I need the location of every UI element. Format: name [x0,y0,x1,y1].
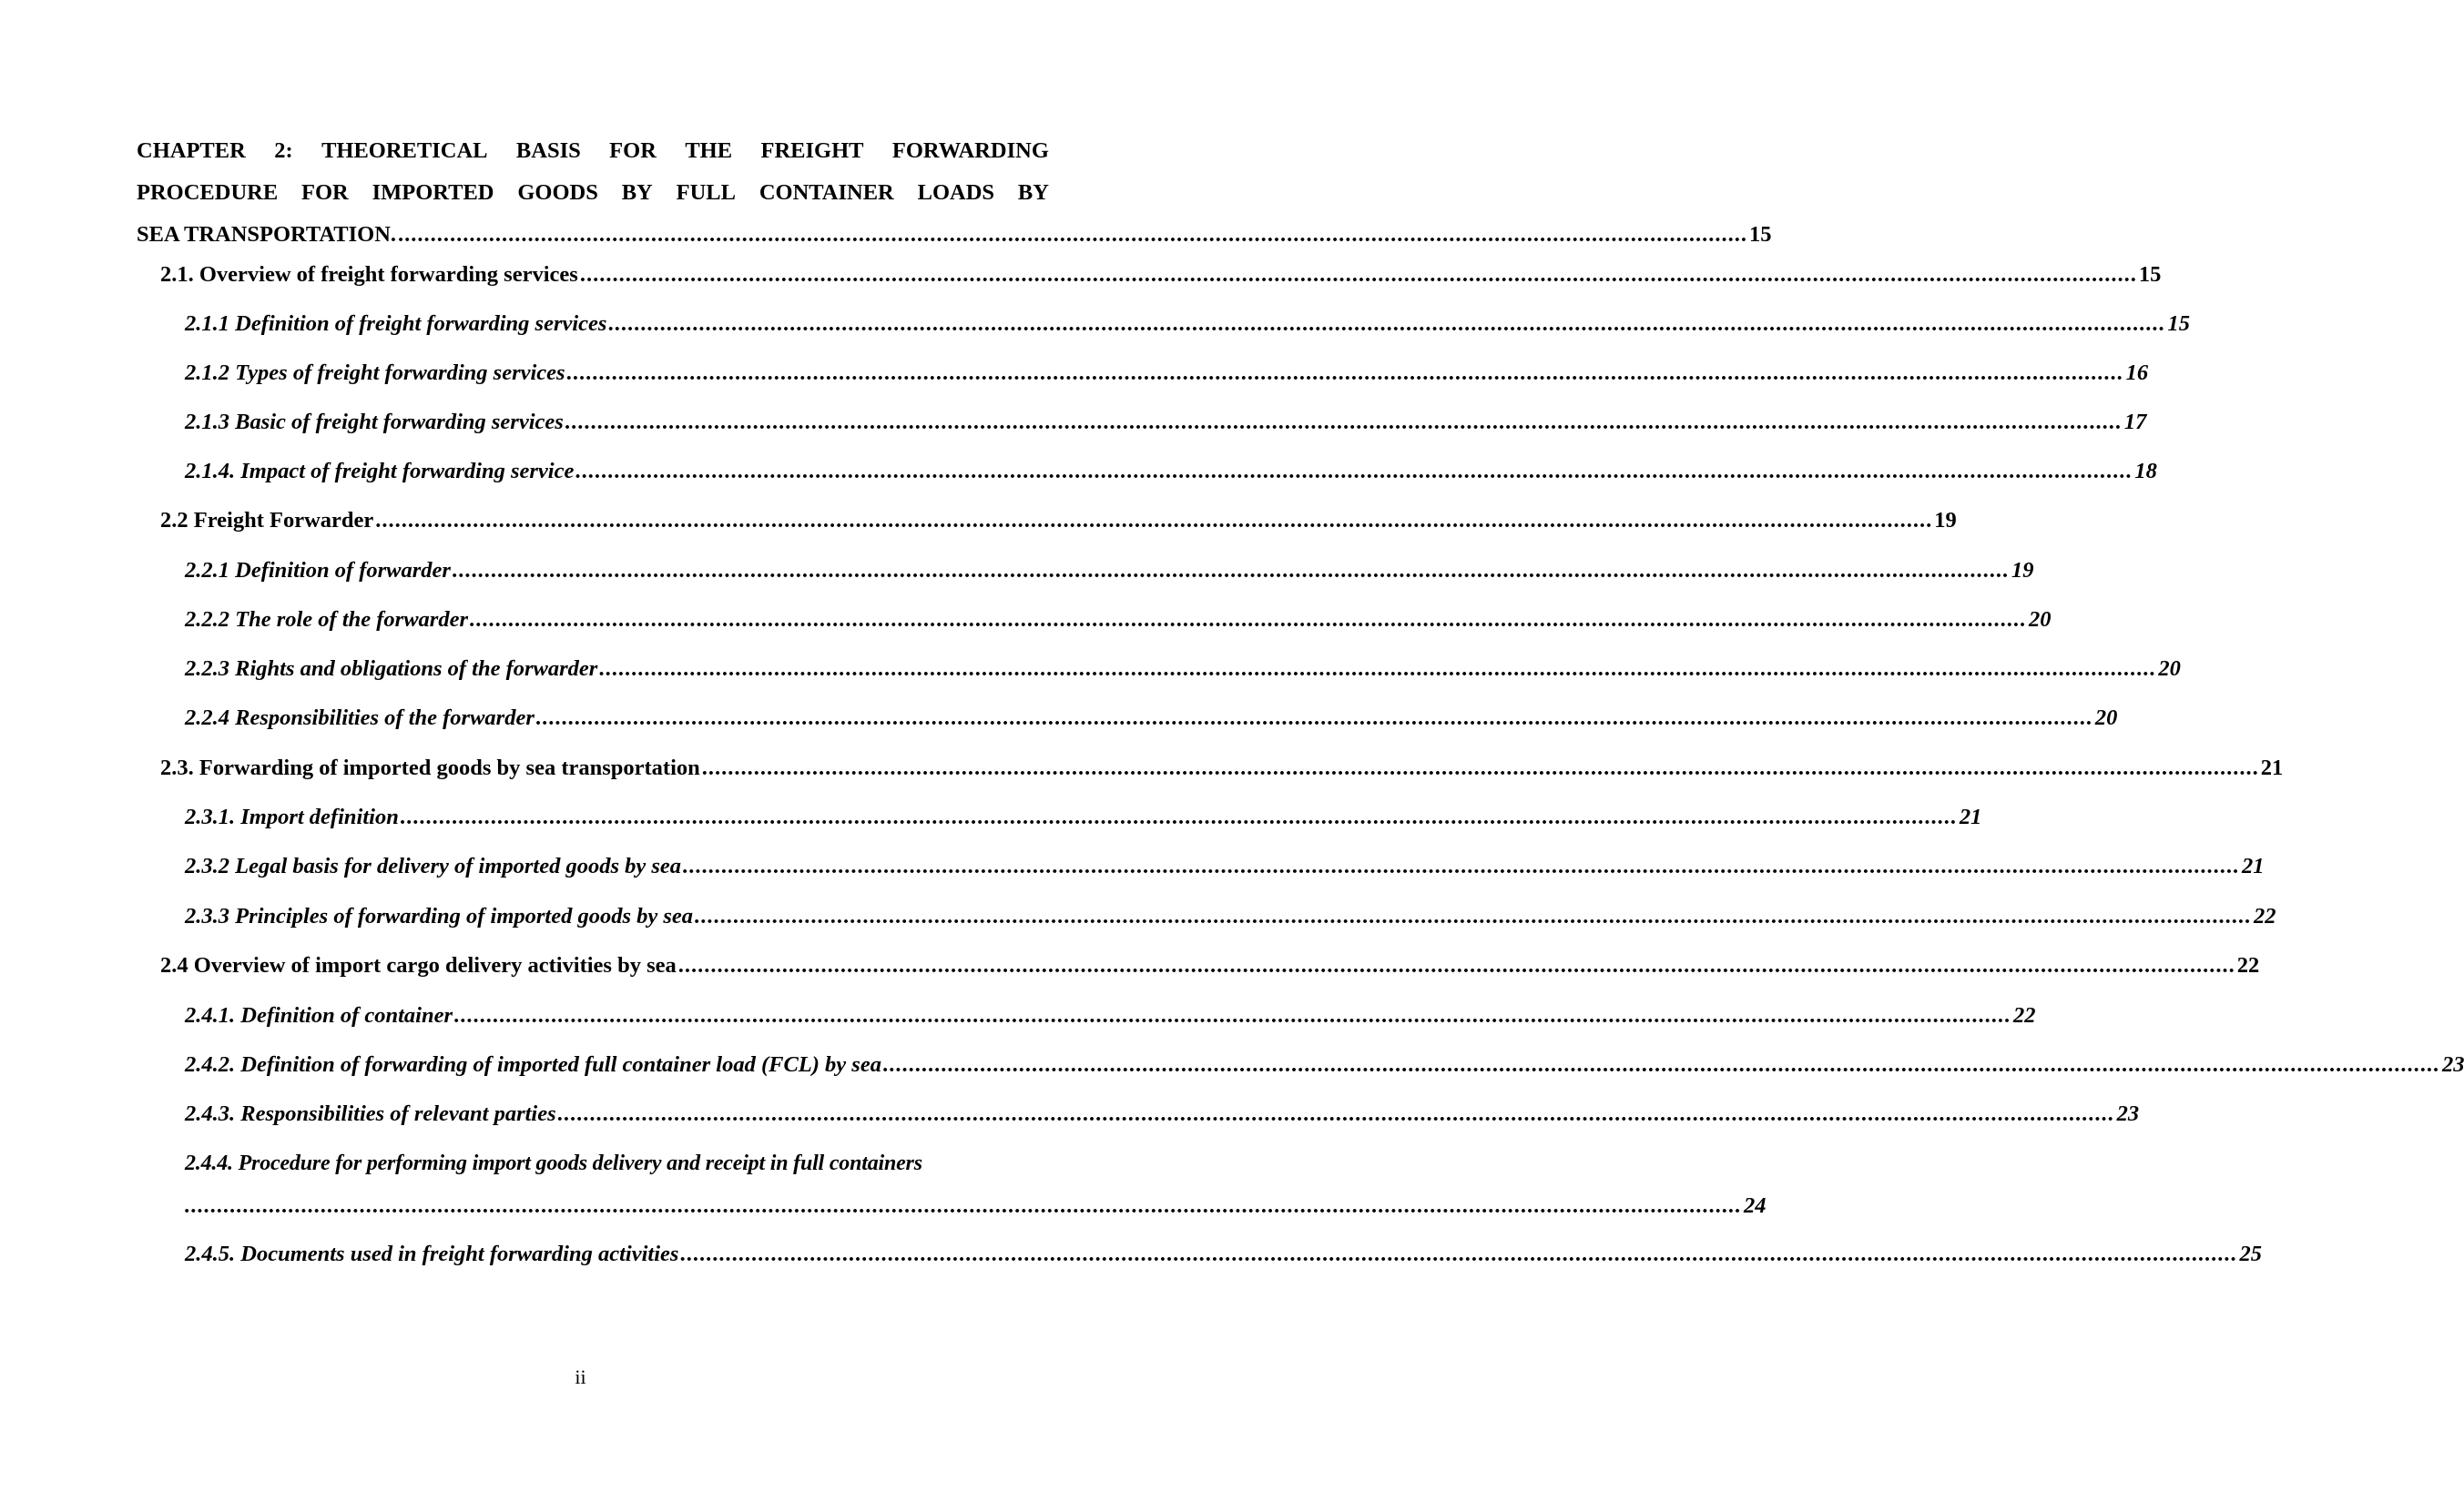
entry-title: 2.3.3 Principles of forwarding of imported goods by sea [185,904,694,929]
dot-leader [580,259,2137,290]
entry-title: 2.4.5. Documents used in freight forwarding activities [185,1242,679,1266]
entry-title: 2.2 Freight Forwarder [160,508,374,533]
chapter-heading[interactable] [137,130,1772,256]
entry-title: 2.1.2 Types of freight forwarding services [185,360,565,385]
dot-leader [695,901,2252,932]
chapter-heading-line-1 [137,130,1049,172]
chapter-word: THE [685,138,733,163]
dot-leader [470,604,2027,635]
page-number: 24 [1744,1193,1767,1218]
toc-entry-2-4-4[interactable] [185,1148,1767,1222]
toc-entry-2-2[interactable] [160,505,1957,536]
dot-leader [680,1239,2237,1270]
dot-leader [575,456,2133,487]
page-number: 18 [2134,459,2157,483]
entry-leader-row [185,1191,1767,1222]
chapter-word: PROCEDURE [137,180,279,205]
page-number: 22 [2013,1003,2036,1028]
toc-entry-2-2-2[interactable] [185,604,2052,635]
dot-leader [565,407,2123,438]
toc-entry-2-2-3[interactable] [185,654,2181,685]
dot-leader: ................................................................................................................................................................................................................ [398,222,1748,247]
toc-entry-2-1-3[interactable] [185,407,2147,438]
toc-entry-2-2-4[interactable] [185,703,2118,734]
chapter-word: FOR [609,138,657,163]
toc-entry-2-3-2[interactable] [185,851,2265,882]
page-number: 20 [2029,607,2052,632]
entry-title: 2.3.2 Legal basis for delivery of imported goods by sea [185,854,682,878]
toc-entry-2-1-1[interactable] [185,309,2190,340]
page-number: 21 [2260,756,2284,780]
dot-leader [678,950,2235,981]
page-number: 20 [2094,705,2118,730]
chapter-heading-line-2 [137,172,1049,214]
chapter-word: FREIGHT [760,138,864,163]
dot-leader [683,851,2240,882]
toc-entry-2-3[interactable] [160,753,2284,784]
dot-leader [185,1191,1742,1222]
chapter-word: FORWARDING [891,138,1049,163]
chapter-word: BY [1017,180,1049,205]
toc-entry-2-4-3[interactable] [185,1099,2140,1130]
entry-title: 2.4 Overview of import cargo delivery activities by sea [160,953,677,978]
page-number: 19 [2011,558,2034,583]
toc-entry-2-3-1[interactable] [185,802,1982,833]
chapter-title-end: SEA TRANSPORTATION. [137,222,397,247]
chapter-word: THEORETICAL [321,138,488,163]
chapter-heading-line-3 [137,214,1772,256]
page-number: 22 [2236,953,2260,978]
page-number: 15 [1749,222,1772,247]
toc-entry-2-2-1[interactable] [185,555,2034,586]
dot-leader [702,753,2259,784]
toc-entry-2-1-4[interactable] [185,456,2157,487]
entry-title: 2.4.3. Responsibilities of relevant parties [185,1101,556,1126]
dot-leader [558,1099,2115,1130]
page-number: 23 [2116,1101,2140,1126]
page-number: 20 [2158,656,2181,681]
page-number: 21 [1959,805,1982,829]
entry-title: 2.2.1 Definition of forwarder [185,558,451,583]
dot-leader [536,703,2093,734]
entry-title: 2.2.3 Rights and obligations of the forwarder [185,656,598,681]
entry-title: 2.2.4 Responsibilities of the forwarder [185,705,535,730]
chapter-word: 2: [274,138,293,163]
chapter-word: FOR [301,180,349,205]
page-number: 16 [2125,360,2149,385]
toc-entry-2-4-2[interactable] [185,1050,2464,1081]
chapter-word: LOADS [917,180,995,205]
entry-title: 2.4.4. Procedure for performing import goods delivery and receipt in full containers [185,1152,922,1175]
page-number: 25 [2239,1242,2262,1266]
dot-leader [599,654,2156,685]
entry-title: 2.2.2 The role of the forwarder [185,607,468,632]
chapter-word: FULL [676,180,736,205]
dot-leader [401,802,1958,833]
page-number: 21 [2242,854,2265,878]
toc-entry-2-4-5[interactable] [185,1239,2262,1270]
entry-title: 2.1.1 Definition of freight forwarding services [185,311,607,336]
page-number: 15 [2167,311,2190,336]
chapter-word: BY [621,180,653,205]
chapter-word: CHAPTER [137,138,246,163]
chapter-word: BASIS [515,138,581,163]
dot-leader [454,1000,2011,1031]
toc-entry-2-1[interactable] [160,259,2162,290]
toc-entry-2-4[interactable] [160,950,2260,981]
dot-leader [375,505,1932,536]
entry-title: 2.3.1. Import definition [185,805,399,829]
dot-leader [453,555,2010,586]
dot-leader [608,309,2165,340]
page-number: 23 [2441,1052,2464,1077]
page-number: 22 [2254,904,2276,929]
page-number: 15 [2138,262,2162,287]
chapter-word: IMPORTED [372,180,494,205]
page-number: 19 [1934,508,1957,533]
entry-title: 2.4.1. Definition of container [185,1003,453,1028]
toc-entry-2-3-3[interactable] [185,901,2276,932]
page-folio: ii [575,1365,586,1388]
entry-title: 2.1.4. Impact of freight forwarding service [185,459,575,483]
page-number: 17 [2123,410,2147,434]
toc-entry-2-4-1[interactable] [185,1000,2036,1031]
dot-leader [883,1050,2440,1081]
entry-title: 2.4.2. Definition of forwarding of imported full container load (FCL) by sea [185,1052,881,1077]
entry-title: 2.3. Forwarding of imported goods by sea transportation [160,756,700,780]
toc-entry-2-1-2[interactable] [185,358,2149,389]
entry-title: 2.1.3 Basic of freight forwarding services [185,410,564,434]
entry-title: 2.1. Overview of freight forwarding services [160,262,578,287]
dot-leader [567,358,2124,389]
chapter-word: GOODS [517,180,598,205]
chapter-word: CONTAINER [759,180,894,205]
